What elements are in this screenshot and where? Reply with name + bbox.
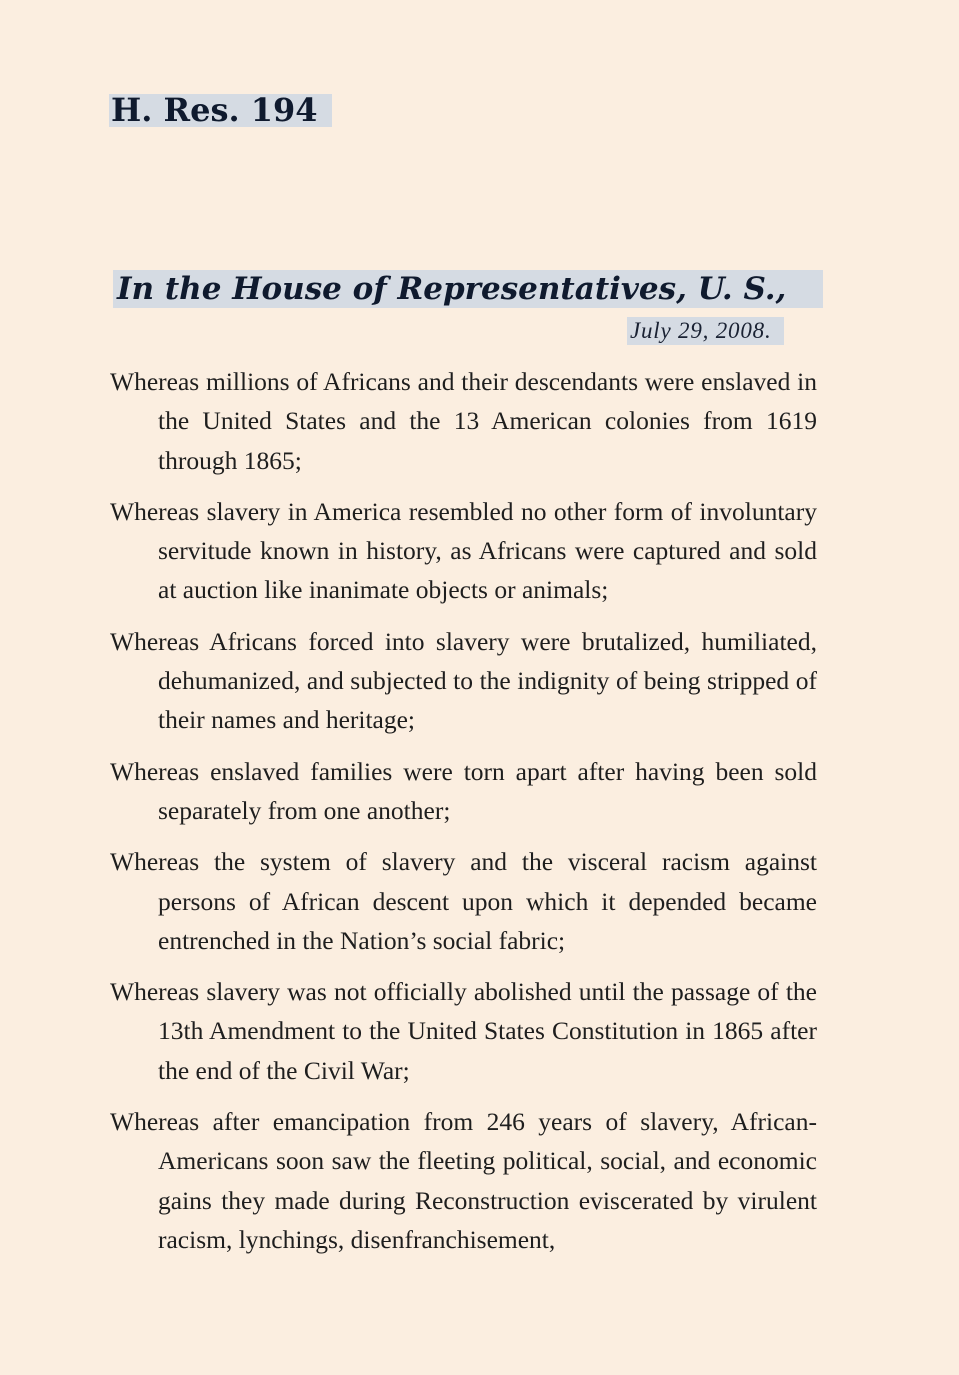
whereas-clauses [110,362,817,1271]
whereas-clause: Whereas enslaved families were torn apart after having been sold separately from one another; [110,756,817,825]
bill-number: H. Res. 194 [109,94,332,127]
whereas-clause: Whereas after emancipation from 246 years of slavery, African-Americans soon saw the fleeting political, social, and economic gains they made during Reconstruction eviscerated by virulent racism, lynchings, disenfranchisement, [110,1107,817,1254]
chamber-heading: In the House of Representatives, U. S., [113,270,823,308]
whereas-clause: Whereas the system of slavery and the visceral racism against persons of African descent upon which it depended became entrenched in the Nation’s social fabric; [110,847,817,955]
whereas-clause: Whereas Africans forced into slavery were brutalized, humiliated, dehumanized, and subjected to the indignity of being stripped of their names and heritage; [110,626,817,735]
whereas-clause: Whereas slavery was not officially abolished until the passage of the 13th Amendment to the United States Constitution in 1865 after the end of the Civil War; [110,977,817,1085]
whereas-clause: Whereas millions of Africans and their descendants were enslaved in the United States and the 13 American colonies from 1619 through 1865; [110,367,817,475]
resolution-date: July 29, 2008. [627,317,784,345]
whereas-clause: Whereas slavery in America resembled no other form of involuntary servitude known in history, as Africans were captured and sold at auction like inanimate objects or animals; [110,496,817,605]
